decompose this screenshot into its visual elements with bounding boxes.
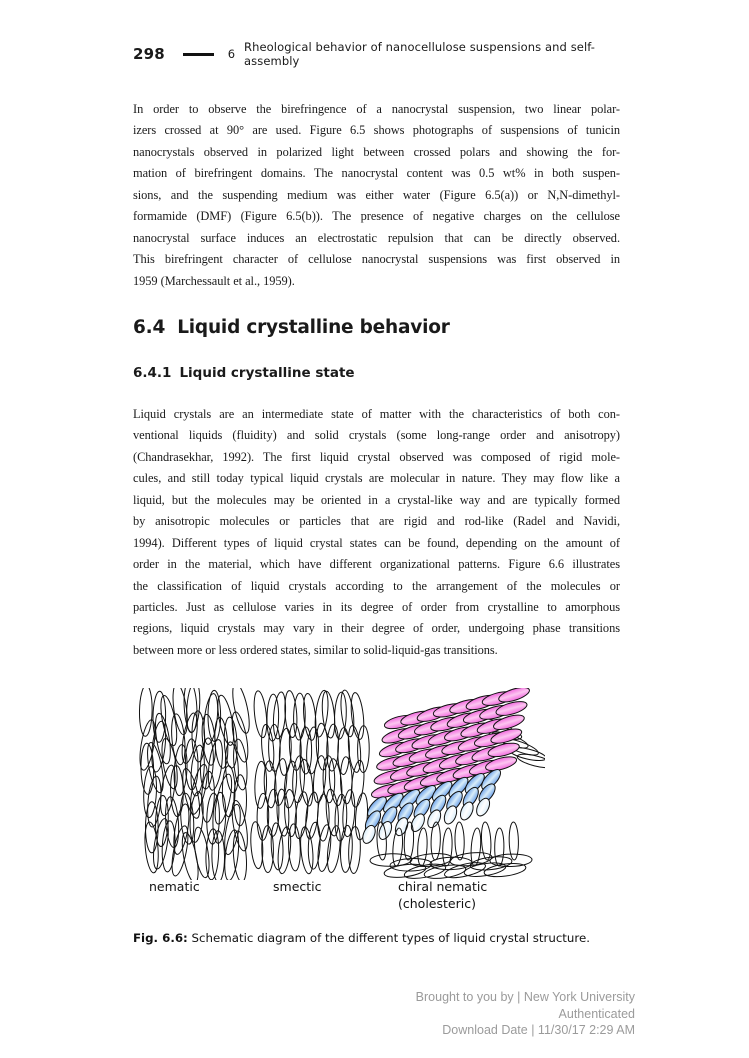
- smectic-panel: [249, 689, 369, 874]
- text-line: 1959 (Marchessault et al., 1959).: [133, 273, 295, 288]
- text-line: nanocrystals observed in polarized light between crossed polars and showing the for-: [133, 144, 620, 159]
- text-line: the classification of liquid crystals according to the arrangement of the molecules or: [133, 578, 620, 593]
- text-line: izers crossed at 90° are used. Figure 6.5 shows photographs of suspensions of tunicin: [133, 123, 620, 138]
- text-line: liquid, but the molecules may be oriented in a crystal-like way and are typically formed: [133, 492, 620, 507]
- text-line: ventional liquids (fluidity) and solid crystals (some long-range order and anisotropy): [133, 428, 620, 443]
- page-number: 298: [133, 45, 165, 63]
- figure-caption-label: Fig. 6.6:: [133, 931, 188, 945]
- text-line: In order to observe the birefringence of a nanocrystal suspension, two linear polar-: [133, 102, 620, 116]
- subsection-title: Liquid crystalline state: [179, 365, 355, 381]
- download-footer: [416, 989, 635, 1039]
- text-line: regions, liquid crystals may vary in their degree of order, undergoing phase transitions: [133, 621, 620, 636]
- text-line: particles. Just as cellulose varies in its degree of order from crystalline to amorphous: [133, 599, 620, 614]
- footer-line-2: Authenticated: [558, 1006, 635, 1021]
- figure-caption: [133, 931, 633, 945]
- chiral-nematic-panel: [360, 688, 545, 880]
- header-rule: [183, 53, 214, 56]
- paragraph-2: [133, 404, 620, 661]
- text-line: by anisotropic molecules or particles that are rigid and rod-like (Radel and Navidi,: [133, 514, 620, 529]
- page-header: [133, 40, 623, 68]
- figure-label-chiral-nematic: [398, 878, 538, 912]
- text-line: sions, and the suspending medium was either water (Figure 6.5(a)) or N,N-dimethyl-: [133, 187, 620, 202]
- section-heading: [133, 317, 450, 338]
- figure-label-nematic: nematic: [149, 879, 200, 894]
- footer-line-1: Brought to you by | New York University: [415, 990, 635, 1004]
- text-line: order in the material, which have different organizational patterns. Figure 6.6 illustrates: [133, 557, 620, 572]
- text-line: between more or less ordered states, similar to solid-liquid-gas transitions.: [133, 642, 498, 657]
- subsection-heading: [133, 365, 355, 381]
- text-line: (Chandrasekhar, 1992). The first liquid crystal observed was composed of rigid mole-: [133, 449, 620, 464]
- section-title: Liquid crystalline behavior: [177, 317, 450, 338]
- text-line: 1994). Different types of liquid crystal states can be found, depending on the amount of: [133, 535, 620, 550]
- text-line: formamide (DMF) (Figure 6.5(b)). The presence of negative charges on the cellulose: [133, 209, 620, 224]
- text-line: nanocrystal surface induces an electrostatic repulsion that can be directly observed.: [133, 230, 620, 245]
- chapter-number: 6: [227, 47, 236, 61]
- chapter-title: Rheological behavior of nanocellulose suspensions and self-assembly: [244, 40, 596, 68]
- subsection-number: 6.4.1: [133, 365, 172, 381]
- section-number: 6.4: [133, 317, 166, 338]
- text-line: mation of birefringent domains. The nanocrystal content was 0.5 wt% in both suspen-: [133, 166, 620, 181]
- figure-label-smectic: smectic: [273, 879, 322, 894]
- text-line: Liquid crystals are an intermediate state of matter with the characteristics of both con-: [133, 407, 620, 421]
- text-line: cules, and still today typical liquid crystals are molecular in nature. They may flow like a: [133, 471, 620, 486]
- paragraph-1: [133, 99, 620, 292]
- figure-liquid-crystal-diagram: [133, 688, 545, 880]
- figure-label-chiral-line1: chiral nematic: [398, 879, 488, 894]
- nematic-panel: [137, 688, 252, 880]
- footer-line-3: Download Date | 11/30/17 2:29 AM: [442, 1023, 635, 1037]
- text-line: This birefringent character of cellulose nanocrystal suspensions was first observed in: [133, 252, 620, 267]
- figure-label-chiral-line2: (cholesteric): [398, 896, 476, 911]
- figure-caption-text: Schematic diagram of the different types of liquid crystal structure.: [187, 931, 591, 945]
